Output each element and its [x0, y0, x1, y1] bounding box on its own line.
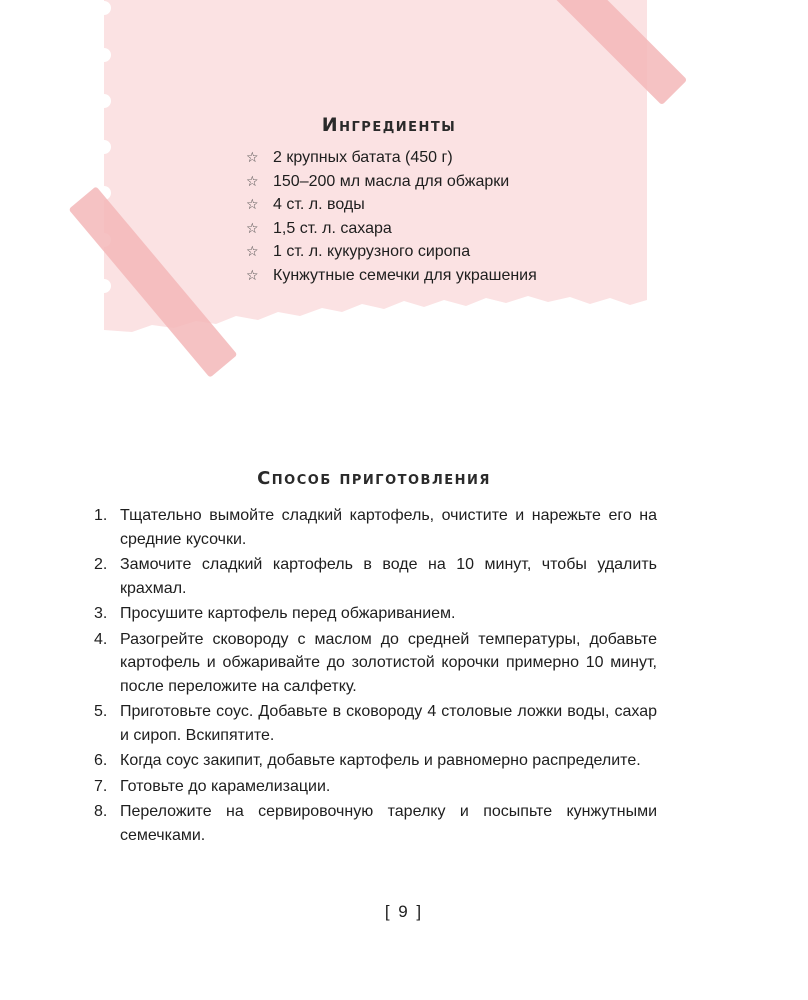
step-text: Просушите картофель перед обжариванием.	[120, 605, 456, 622]
star-outline-icon: ☆	[246, 266, 259, 283]
ingredient-text: 1 ст. л. кукурузного сиропа	[273, 243, 471, 261]
step-number: 8.	[94, 803, 108, 820]
ingredient-text: Кунжутные семечки для украшения	[273, 266, 537, 284]
step-number: 5.	[94, 703, 108, 720]
step-number: 7.	[94, 777, 108, 795]
step-number: 4.	[94, 630, 108, 648]
ingredient-item	[246, 193, 537, 217]
step-item	[94, 800, 657, 847]
ingredient-text: 150–200 мл масла для обжарки	[273, 172, 510, 190]
ingredients-list	[246, 146, 537, 288]
step-item	[94, 602, 657, 626]
ingredient-text: 2 крупных батата (450 г)	[273, 149, 453, 166]
star-outline-icon: ☆	[246, 219, 259, 236]
step-text: Тщательно вымойте сладкий картофель, очистите и нарежьте его на средние кусочки.	[120, 507, 657, 548]
step-item	[94, 504, 657, 551]
step-item	[94, 628, 657, 699]
step-text: Готовьте до карамелизации.	[120, 777, 331, 795]
step-text: Переложите на сервировочную тарелку и посыпьте кунжутными семечками.	[120, 803, 657, 844]
method-title: Способ приготовления	[257, 468, 491, 489]
step-item	[94, 749, 657, 773]
ingredients-title: Ингредиенты	[321, 114, 457, 136]
step-number: 2.	[94, 556, 108, 573]
ingredient-text: 4 ст. л. воды	[273, 196, 365, 214]
step-text: Замочите сладкий картофель в воде на 10 минут, чтобы удалить крахмал.	[120, 556, 657, 597]
step-text: Приготовьте соус. Добавьте в сковороду 4 столовые ложки воды, сахар и сироп. Вскипятите.	[120, 703, 657, 744]
star-outline-icon: ☆	[246, 149, 259, 165]
step-number: 6.	[94, 752, 108, 769]
ingredient-item	[246, 170, 537, 194]
page-number: [ 9 ]	[384, 902, 424, 921]
star-outline-icon: ☆	[246, 172, 259, 189]
step-text: Когда соус закипит, добавьте картофель и равномерно распределите.	[120, 752, 641, 769]
step-item	[94, 775, 657, 799]
step-text: Разогрейте сковороду с маслом до средней температуры, добавьте картофель и обжаривайте до золотистой корочки примерно 10 минут, после переложите на салфетку.	[120, 630, 657, 695]
ingredient-item	[246, 146, 537, 170]
star-outline-icon: ☆	[246, 196, 259, 213]
step-number: 1.	[94, 507, 108, 524]
method-steps-list	[94, 504, 657, 849]
step-number: 3.	[94, 605, 108, 622]
step-item	[94, 553, 657, 600]
ingredient-text: 1,5 ст. л. сахара	[273, 219, 392, 237]
ingredient-item	[246, 240, 537, 264]
ingredient-item	[246, 264, 537, 288]
step-item	[94, 700, 657, 747]
ingredient-item	[246, 217, 537, 241]
star-outline-icon: ☆	[246, 243, 259, 260]
